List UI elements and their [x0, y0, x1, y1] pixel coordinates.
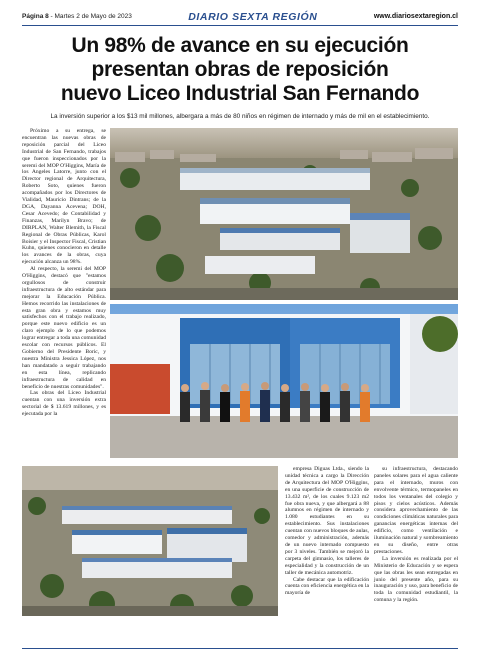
newspaper-brand: DIARIO SEXTA REGIÓN	[188, 10, 318, 23]
paragraph: empresa Diguas Ltda., siendo la unidad técnica a cargo la Dirección de Arquitectura del MOP O'Higgins, en una superficie de construcción de 13.432 m², de los cuales 9.123 m2 fue obra nueva, y que albergará a 88 alumnos en régimen de internado y 1.080 estudiantes en su establecimiento. Sus instalaciones cuentan con nuevos bloques de aulas, comedor y administración, además de un nuevo internado compuesto por 3 niveles. También se mejoró la carpeta del gimnasio, los talleres de especialidad y la construcción de un taller de mecánica automotriz.	[285, 466, 369, 576]
aerial-buildings-photo	[22, 466, 278, 616]
paragraph: La inversión es realizada por el Ministerio de Educación y se espera que las obras les sean entregadas en junio del presente año, para su inauguración y uso, para beneficio de toda la comunidad estudiantil, la comuna y la región.	[374, 555, 458, 604]
paragraph: su infraestructura, destacando paneles solares para el agua caliente para el internado, muros con envolvente térmico, termopaneles en todos los ventanales del colegio y pisos y cielos acústicos. Además considera aprovechamiento de las condiciones climáticas naturales para ganancias energéticas internas del edificio, como ventilación e iluminación natural y sombreamiento en su diseño, entre otras prestaciones.	[374, 466, 458, 555]
article-column-4	[374, 466, 458, 604]
article-column-3	[285, 466, 369, 597]
paragraph: Próximo a su entrega, se encuentran las nuevas obras de reposición parcial del Liceo Industrial de San Fernando, trabajos que fueron inspeccionados por la seremi del MOP O'Higgins, María de los Angeles Latorre, junto con el Director regional de Arquitectura, Roberto Soto, quienes fueron acompañados por los Directores de Vialidad, Mauricio Dintrans; de la DGA, Dayanna Acevena; DOH, Cesar Acevedo; de Contabilidad y Finanzas, Marilyn Bravo; de DIRPLAN, Walter Blemith, la Fiscal Regional de Obras Públicas, Karol Boisier y el Inspector Fiscal, Cristian Kuhn, quienes conocieron en detalle los avances de la obras, cuya ejecución alcanza un 98%.	[22, 128, 106, 266]
headline-line-2: presentan obras de reposición	[91, 58, 389, 81]
officials-group-photo	[110, 304, 458, 458]
paragraph: Cabe destacar que la edificación cuenta con eficiencia energética en la mayoría de	[285, 576, 369, 597]
bottom-divider	[22, 648, 458, 649]
paragraph: Al respecto, la seremi del MOP O'Higgins, destacó que "estamos orgullosos de construir infraestructura de alto estándar para mejorar la Educación Pública. Hemos recorrido las instalaciones de esta gran obra y estamos muy satisfechos con el trabajo realizado, porque este nuevo edificio es un claro ejemplo de lo que podemos lograr entregar a toda una comunidad escolar con recursos públicos. El Gobierno del Presidente Boric, y nuestra Ministra Jessica López, nos han mandatado a seguir trabajando en esta línea, replicando infraestructura de calidad en beneficio de nuestras comunidades".	[22, 266, 106, 390]
paragraph: Las obras del Liceo Industrial cuentan con una inversión extra sectorial de $ 13.619 millones, y es ejecutada por la	[22, 390, 106, 418]
article-headline	[22, 34, 458, 106]
page-info	[22, 13, 132, 20]
aerial-campus-image	[110, 128, 458, 300]
page-number: Página 8	[22, 13, 49, 20]
page-header	[22, 8, 458, 26]
headline-line-1: Un 98% de avance en su ejecución	[71, 34, 409, 57]
article-subhead: La inversión superior a los $13 mil millones, albergara a más de 80 niños en régimen de internado y más de mil en el establecimiento.	[50, 113, 430, 120]
website-link[interactable]: www.diariosextaregion.cl	[373, 13, 458, 20]
article-column-1	[22, 128, 106, 418]
aerial-campus-photo	[110, 128, 458, 300]
new-building-facade-image	[110, 304, 458, 458]
headline-line-3: nuevo Liceo Industrial San Fernando	[60, 82, 420, 105]
issue-date: - Martes 2 de Mayo de 2023	[50, 13, 132, 20]
aerial-buildings-image	[22, 466, 278, 616]
